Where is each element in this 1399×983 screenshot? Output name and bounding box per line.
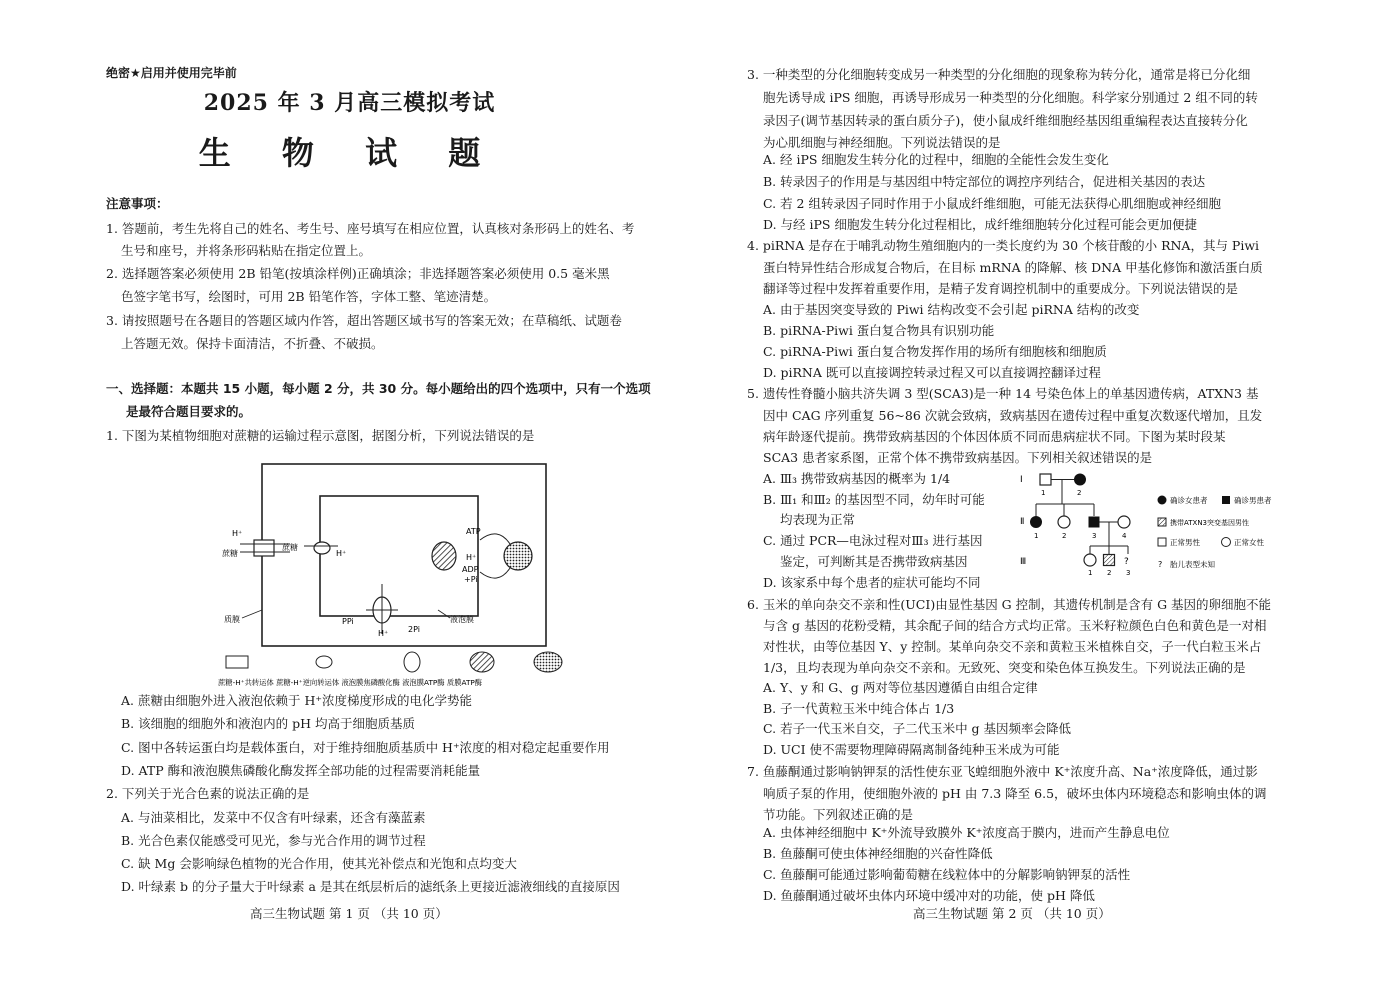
svg-text:确诊男患者: 确诊男患者: [1234, 496, 1272, 505]
q2-option-d: D. 叶绿素 b 的分子量大于叶绿素 a 是其在纸层析后的滤纸条上更接近滤液细线的直接原因: [121, 879, 620, 894]
q6-option-d: D. UCI 使不需要物理障碍隔离制备纯种玉米成为可能: [763, 742, 1060, 757]
q6-option-b: B. 子一代黄粒玉米中纯合体占 1/3: [763, 701, 955, 716]
svg-text:确诊女患者: 确诊女患者: [1170, 496, 1208, 505]
page-footer-1: 高三生物试题 第 1 页 （共 10 页）: [250, 906, 448, 921]
q3-line: 录因子(调节基因转录的蛋白质分子)，使小鼠成纤维细胞经基因组重编程表达直接转分化: [763, 113, 1248, 128]
svg-text:3: 3: [1126, 569, 1131, 577]
antiporter-icon: [314, 542, 330, 554]
legend-pyrophosphatase-icon: [404, 652, 420, 672]
pedigree-affected-female: [1030, 516, 1042, 528]
q7-line: 响质子泵的作用，使细胞外液的 pH 由 7.3 降至 6.5，破坏虫体内环境稳态和影响虫体的调: [763, 786, 1267, 801]
q3-option-b: B. 转录因子的作用是与基因组中特定部位的调控序列结合，促进相关基因的表达: [763, 174, 1206, 189]
svg-text:正常女性: 正常女性: [1234, 538, 1264, 547]
q7-line: 节功能。下列叙述正确的是: [763, 807, 914, 822]
q5-line: 因中 CAG 序列重复 56~86 次就会致病，致病基因在遗传过程中重复次数逐代增加，且发: [763, 408, 1263, 423]
svg-text:4: 4: [1122, 532, 1127, 540]
q3-option-a: A. 经 iPS 细胞发生转分化的过程中，细胞的全能性会发生变化: [763, 152, 1109, 167]
q5-option-b: B. Ⅲ₁ 和Ⅲ₂ 的基因型不同，幼年时可能: [763, 492, 985, 507]
pedigree-normal-male: [1040, 474, 1051, 485]
pedigree-normal-female: [1058, 516, 1070, 528]
q7-option-b: B. 鱼藤酮可使虫体神经细胞的兴奋性降低: [763, 846, 993, 861]
q5-option-a: A. Ⅲ₃ 携带致病基因的概率为 1/4: [763, 471, 951, 486]
pedigree-affected-female: [1074, 474, 1086, 486]
q5-line: 5. 遗传性脊髓小脑共济失调 3 型(SCA3)是一种 14 号染色体上的单基因遗传病，ATXN3 基: [747, 386, 1259, 401]
pedigree-carrier-male: [1104, 555, 1115, 566]
plasma-atpase-icon: [504, 542, 532, 570]
cell-membrane-outline: [262, 464, 546, 646]
q7-option-d: D. 鱼藤酮通过破坏虫体内环境中缓冲对的功能，使 pH 降低: [763, 888, 1095, 903]
legend-normal-male-icon: [1158, 538, 1166, 546]
legend-affected-male-icon: [1222, 496, 1230, 504]
label-ppi: PPi: [342, 617, 354, 626]
left-page: [0, 0, 699, 983]
label-pi: +Pi: [464, 575, 478, 584]
svg-text:2: 2: [1077, 489, 1082, 497]
q1-stem: 1. 下图为某植物细胞对蔗糖的运输过程示意图，据图分析，下列说法错误的是: [106, 428, 535, 443]
q1-option-c: C. 图中各转运蛋白均是载体蛋白，对于维持细胞质基质中 H⁺浓度的相对稳定起重要作用: [121, 740, 610, 755]
q3-line: 胞先诱导成 iPS 细胞，再诱导形成另一种类型的分化细胞。科学家分别通过 2 组不同的转: [763, 90, 1258, 105]
pedigree-normal-female: [1084, 554, 1096, 566]
q4-option-d: D. piRNA 既可以直接调控转录过程又可以直接调控翻译过程: [763, 365, 1101, 380]
q5-option-d: D. 该家系中每个患者的症状可能均不同: [763, 575, 981, 590]
pedigree-affected-male: [1089, 517, 1100, 528]
q4-option-b: B. piRNA-Piwi 蛋白复合物具有识别功能: [763, 323, 995, 338]
q2-option-c: C. 缺 Mg 会影响绿色植物的光合作用，使其光补偿点和光饱和点均变大: [121, 856, 517, 871]
sucrose-transport-diagram: [218, 460, 598, 690]
q6-line: 1/3，且均表现为单向杂交不亲和。无致死、突变和染色体互换发生。下列说法正确的是: [763, 660, 1246, 675]
svg-text:正常男性: 正常男性: [1170, 538, 1200, 547]
q1-option-d: D. ATP 酶和液泡膜焦磷酸化酶发挥全部功能的过程需要消耗能量: [121, 763, 481, 778]
q5-option-b-cont: 均表现为正常: [780, 512, 856, 527]
legend-carrier-male-icon: [1158, 518, 1166, 526]
svg-text:3: 3: [1092, 532, 1097, 540]
q3-option-c: C. 若 2 组转录因子同时作用于小鼠成纤维细胞，可能无法获得心肌细胞或神经细胞: [763, 196, 1221, 211]
q7-line: 7. 鱼藤酮通过影响钠钾泵的活性使东亚飞蝗细胞外液中 K⁺浓度升高、Na⁺浓度降低，通过影: [747, 764, 1258, 779]
note-line: 3. 请按照题号在各题目的答题区域内作答，超出答题区域书写的答案无效；在草稿纸、试题卷: [106, 313, 622, 328]
exam-title: 2025 年 3 月高三模拟考试: [203, 90, 496, 116]
svg-text:携带ATXN3突变基因男性: 携带ATXN3突变基因男性: [1170, 519, 1250, 527]
label-vacuole-membrane: 液泡膜: [450, 615, 474, 624]
label-plasma-membrane: 质膜: [224, 615, 240, 624]
gen-label-3: Ⅲ: [1020, 557, 1027, 567]
q6-option-c: C. 若子一代玉米自交，子二代玉米中 g 基因频率会降低: [763, 721, 1072, 736]
q4-line: 4. piRNA 是存在于哺乳动物生殖细胞内的一类长度约为 30 个核苷酸的小 RNA，其与 Piwi: [747, 238, 1260, 253]
q7-option-a: A. 虫体神经细胞中 K⁺外流导致膜外 K⁺浓度高于膜内，进而产生静息电位: [763, 825, 1170, 840]
svg-text:?: ?: [1158, 560, 1163, 569]
legend-antiporter-icon: [316, 656, 332, 668]
legend-normal-female-icon: [1222, 538, 1231, 547]
svg-text:胎儿表型未知: 胎儿表型未知: [1170, 560, 1215, 569]
q4-line: 翻译等过程中发挥着重要作用，是精子发育调控机制中的重要成分。下列说法错误的是: [763, 281, 1239, 296]
label-sucrose-outer: 蔗糖: [222, 549, 238, 558]
notes-heading: 注意事项：: [106, 196, 169, 211]
legend-cotransporter-icon: [226, 656, 248, 668]
subject-title: 生 物 试 题: [198, 134, 501, 172]
label-h-plus-bottom: H⁺: [378, 629, 389, 638]
note-line: 生号和座号，并将条形码粘贴在指定位置上。: [121, 243, 372, 258]
q5-line: SCA3 患者家系图，正常个体不携带致病基因。下列相关叙述错误的是: [763, 450, 1153, 465]
pedigree-unknown: ?: [1124, 557, 1129, 567]
label-h-plus-vacuole: H⁺: [336, 549, 347, 558]
svg-text:2: 2: [1107, 569, 1112, 577]
q2-option-a: A. 与油菜相比，发菜中不仅含有叶绿素，还含有藻蓝素: [121, 810, 426, 825]
q3-line: 为心肌细胞与神经细胞。下列说法错误的是: [763, 135, 1001, 150]
q4-option-c: C. piRNA-Piwi 蛋白复合物发挥作用的场所有细胞核和细胞质: [763, 344, 1107, 359]
svg-text:1: 1: [1088, 569, 1093, 577]
svg-text:1: 1: [1034, 532, 1039, 540]
q5-option-c-cont: 鉴定，可判断其是否携带致病基因: [780, 554, 968, 569]
legend-plasma-atpase-icon: [534, 652, 562, 672]
page-footer-2: 高三生物试题 第 2 页 （共 10 页）: [913, 906, 1111, 921]
legend-vacuole-atpase-icon: [470, 652, 494, 672]
label-h-plus: H⁺: [232, 529, 243, 538]
q1-option-a: A. 蔗糖由细胞外进入液泡依赖于 H⁺浓度梯度形成的电化学势能: [121, 693, 472, 708]
label-adp: ADP: [462, 565, 479, 574]
gen-label-1: Ⅰ: [1020, 475, 1023, 485]
q6-option-a: A. Y、y 和 G、g 两对等位基因遵循自由组合定律: [763, 680, 1038, 695]
pedigree-normal-female: [1118, 516, 1130, 528]
vacuole-atpase-icon: [432, 542, 456, 570]
q7-option-c: C. 鱼藤酮可能通过影响葡萄糖在线粒体中的分解影响钠钾泵的活性: [763, 867, 1131, 882]
q5-line: 病年龄逐代提前。携带致病基因的个体因体质不同而患病症状不同。下图为某时段某: [763, 429, 1226, 444]
q3-line: 3. 一种类型的分化细胞转变成另一种类型的分化细胞的现象称为转分化，通常是将已分化细: [747, 67, 1251, 82]
section-heading: 一、选择题：本题共 15 小题，每小题 2 分，共 30 分。每小题给出的四个选项中，只有一个选项: [106, 381, 651, 396]
svg-text:1: 1: [1041, 489, 1046, 497]
q1-option-b: B. 该细胞的细胞外和液泡内的 pH 均高于细胞质基质: [121, 716, 415, 731]
cotransporter-icon: [254, 540, 274, 556]
label-atp: ATP: [466, 527, 481, 536]
q6-line: 6. 玉米的单向杂交不亲和性(UCI)由显性基因 G 控制，其遗传机制是含有 G 基因的卵细胞不能: [747, 597, 1272, 612]
gen-label-2: Ⅱ: [1020, 517, 1025, 527]
q2-stem: 2. 下列关于光合色素的说法正确的是: [106, 786, 310, 801]
q3-option-d: D. 与经 iPS 细胞发生转分化过程相比，成纤维细胞转分化过程可能会更加便捷: [763, 217, 1197, 232]
q4-option-a: A. 由于基因突变导致的 Piwi 结构改变不会引起 piRNA 结构的改变: [763, 302, 1140, 317]
q5-option-c: C. 通过 PCR—电泳过程对Ⅲ₃ 进行基因: [763, 533, 983, 548]
pedigree-chart: [1012, 468, 1302, 578]
legend-affected-female-icon: [1158, 496, 1167, 505]
q6-line: 对性状，由等位基因 Y、y 控制。某单向杂交不亲和黄粒玉米植株自交，子一代白粒玉米占: [763, 639, 1262, 654]
q4-line: 蛋白特异性结合形成复合物后，在目标 mRNA 的降解、核 DNA 甲基化修饰和激活蛋白质: [763, 260, 1263, 275]
label-sucrose-cytosol: 蔗糖: [282, 543, 298, 552]
label-h-plus-atpase: H⁺: [466, 553, 477, 562]
note-line: 2. 选择题答案必须使用 2B 铅笔(按填涂样例)正确填涂；非选择题答案必须使用 0.5 毫米黑: [106, 266, 610, 281]
note-line: 上答题无效。保持卡面清洁，不折叠、不破损。: [121, 336, 384, 351]
q2-option-b: B. 光合色素仅能感受可见光，参与光合作用的调节过程: [121, 833, 426, 848]
section-heading-cont: 是最符合题目要求的。: [126, 404, 252, 419]
q6-line: 与含 g 基因的花粉受精，其余配子间的结合方式均正常。玉米籽粒颜色白色和黄色是一对相: [763, 618, 1267, 633]
label-2pi: 2Pi: [408, 625, 420, 634]
note-line: 1. 答题前，考生先将自己的姓名、考生号、座号填写在相应位置，认真核对条形码上的姓名、考: [106, 221, 635, 236]
note-line: 色签字笔书写，绘图时，可用 2B 铅笔作答，字体工整、笔迹清楚。: [121, 289, 497, 304]
diagram-legend: 蔗糖-H⁺共转运体 蔗糖-H⁺逆向转运体 液泡膜焦磷酸化酶 液泡膜ATP酶 质膜ATP酶: [218, 678, 483, 687]
confidential-mark: 绝密★启用并使用完毕前: [106, 66, 237, 80]
svg-text:2: 2: [1062, 532, 1067, 540]
